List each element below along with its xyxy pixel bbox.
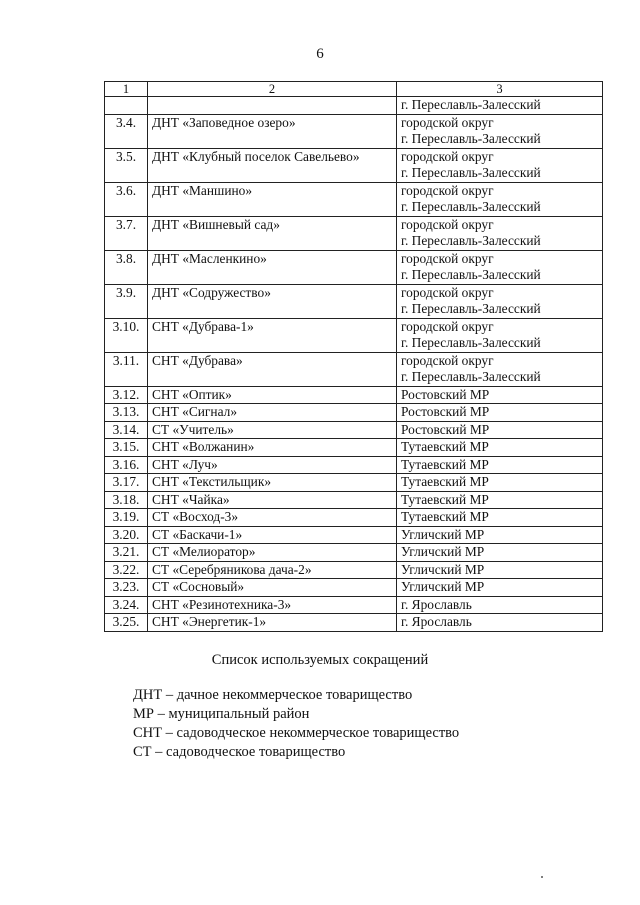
row-number: 3.12. xyxy=(105,386,148,404)
table-header-row xyxy=(105,82,603,97)
table-row xyxy=(105,561,603,579)
row-number: 3.10. xyxy=(105,318,148,352)
table-row xyxy=(105,352,603,386)
location-cell xyxy=(397,250,603,284)
location-line: г. Переславль-Залесский xyxy=(401,165,541,180)
location-cell xyxy=(397,561,603,579)
location-line: г. Переславль-Залесский xyxy=(401,233,541,248)
table-row xyxy=(105,456,603,474)
organization-name: СНТ «Сигнал» xyxy=(148,404,397,422)
row-number: 3.20. xyxy=(105,526,148,544)
table-row xyxy=(105,404,603,422)
location-line: г. Переславль-Залесский xyxy=(401,131,541,146)
column-header-location: 3 xyxy=(397,82,603,97)
organization-name xyxy=(148,97,397,115)
location-line: г. Переславль-Залесский xyxy=(401,335,541,350)
location-line: г. Переславль-Залесский xyxy=(401,301,541,316)
scan-speck xyxy=(541,876,543,878)
row-number: 3.14. xyxy=(105,421,148,439)
location-cell xyxy=(397,421,603,439)
organization-name: СНТ «Текстильщик» xyxy=(148,474,397,492)
location-line: г. Переславль-Залесский xyxy=(401,97,541,112)
registry-table-body xyxy=(105,82,603,632)
row-number: 3.7. xyxy=(105,216,148,250)
row-number: 3.13. xyxy=(105,404,148,422)
location-line: городской округ xyxy=(401,352,494,368)
organization-name: СНТ «Дубрава» xyxy=(148,352,397,386)
organization-name: СТ «Сосновый» xyxy=(148,579,397,597)
location-line: городской округ xyxy=(401,114,494,130)
location-cell xyxy=(397,216,603,250)
organization-name: ДНТ «Вишневый сад» xyxy=(148,216,397,250)
row-number: 3.6. xyxy=(105,182,148,216)
location-line: Тутаевский МР xyxy=(401,474,489,489)
location-cell xyxy=(397,439,603,457)
column-header-name: 2 xyxy=(148,82,397,97)
location-cell xyxy=(397,491,603,509)
location-cell xyxy=(397,284,603,318)
location-cell xyxy=(397,509,603,527)
row-number: 3.9. xyxy=(105,284,148,318)
table-row xyxy=(105,579,603,597)
location-cell xyxy=(397,579,603,597)
row-number: 3.25. xyxy=(105,614,148,632)
table-row xyxy=(105,182,603,216)
row-number: 3.17. xyxy=(105,474,148,492)
location-cell xyxy=(397,474,603,492)
location-cell xyxy=(397,526,603,544)
table-row xyxy=(105,250,603,284)
row-number: 3.16. xyxy=(105,456,148,474)
organization-name: СНТ «Резинотехника-3» xyxy=(148,596,397,614)
location-line: г. Переславль-Залесский xyxy=(401,369,541,384)
row-number: 3.4. xyxy=(105,114,148,148)
table-row xyxy=(105,474,603,492)
table-row xyxy=(105,114,603,148)
location-line: городской округ xyxy=(401,318,494,334)
organization-name: СНТ «Волжанин» xyxy=(148,439,397,457)
location-line: Угличский МР xyxy=(401,526,485,542)
location-line: г. Переславль-Залесский xyxy=(401,199,541,214)
location-line: Угличский МР xyxy=(401,561,485,577)
row-number: 3.22. xyxy=(105,561,148,579)
location-cell xyxy=(397,352,603,386)
location-line: Угличский МР xyxy=(401,579,485,594)
table-row xyxy=(105,596,603,614)
abbreviations-title: Список используемых сокращений xyxy=(211,652,429,668)
location-line: Ростовский МР xyxy=(401,404,490,419)
location-cell xyxy=(397,614,603,632)
location-line: Ростовский МР xyxy=(401,386,490,402)
table-row xyxy=(105,526,603,544)
table-row xyxy=(105,284,603,318)
location-line: городской округ xyxy=(401,148,494,164)
row-number: 3.15. xyxy=(105,439,148,457)
table-row xyxy=(105,439,603,457)
table-row xyxy=(105,386,603,404)
abbreviation-item: СНТ – садоводческое некоммерческое товарищество xyxy=(133,725,460,741)
location-cell xyxy=(397,97,603,115)
location-line: городской округ xyxy=(401,216,494,232)
location-cell xyxy=(397,148,603,182)
organization-name: СНТ «Оптик» xyxy=(148,386,397,404)
location-cell xyxy=(397,182,603,216)
organization-name: ДНТ «Клубный поселок Савельево» xyxy=(148,148,397,182)
location-line: г. Переславль-Залесский xyxy=(401,267,541,282)
organization-name: СТ «Серебряникова дача-2» xyxy=(148,561,397,579)
organization-name: СТ «Баскачи-1» xyxy=(148,526,397,544)
row-number: 3.21. xyxy=(105,544,148,562)
organization-name: ДНТ «Масленкино» xyxy=(148,250,397,284)
row-number: 3.19. xyxy=(105,509,148,527)
location-cell xyxy=(397,404,603,422)
location-cell xyxy=(397,386,603,404)
organization-name: СТ «Восход-3» xyxy=(148,509,397,527)
organization-name: ДНТ «Содружество» xyxy=(148,284,397,318)
organization-name: СТ «Учитель» xyxy=(148,421,397,439)
location-cell xyxy=(397,456,603,474)
location-line: Тутаевский МР xyxy=(401,456,489,472)
column-header-number: 1 xyxy=(105,82,148,97)
registry-table xyxy=(104,81,603,632)
table-row xyxy=(105,614,603,632)
location-line: Ростовский МР xyxy=(401,421,490,437)
location-line: городской округ xyxy=(401,250,494,266)
location-cell xyxy=(397,544,603,562)
row-number: 3.24. xyxy=(105,596,148,614)
organization-name: СНТ «Чайка» xyxy=(148,491,397,509)
location-line: Тутаевский МР xyxy=(401,509,489,524)
table-row xyxy=(105,97,603,115)
table-row xyxy=(105,491,603,509)
organization-name: СНТ «Луч» xyxy=(148,456,397,474)
location-cell xyxy=(397,596,603,614)
location-line: Тутаевский МР xyxy=(401,439,489,454)
location-cell xyxy=(397,114,603,148)
location-cell xyxy=(397,318,603,352)
organization-name: ДНТ «Маншино» xyxy=(148,182,397,216)
table-row xyxy=(105,421,603,439)
location-line: Угличский МР xyxy=(401,544,485,559)
table-row xyxy=(105,216,603,250)
page-number: 6 xyxy=(316,46,324,62)
row-number: 3.18. xyxy=(105,491,148,509)
location-line: городской округ xyxy=(401,284,494,300)
location-line: городской округ xyxy=(401,182,494,198)
table-row xyxy=(105,509,603,527)
location-line: г. Ярославль xyxy=(401,596,472,612)
organization-name: СНТ «Дубрава-1» xyxy=(148,318,397,352)
row-number: 3.8. xyxy=(105,250,148,284)
organization-name: СНТ «Энергетик-1» xyxy=(148,614,397,632)
abbreviations-list xyxy=(133,686,459,762)
table-row xyxy=(105,544,603,562)
table-row xyxy=(105,148,603,182)
row-number: 3.5. xyxy=(105,148,148,182)
location-line: г. Ярославль xyxy=(401,614,472,629)
organization-name: СТ «Мелиоратор» xyxy=(148,544,397,562)
location-line: Тутаевский МР xyxy=(401,491,489,507)
row-number: 3.11. xyxy=(105,352,148,386)
row-number xyxy=(105,97,148,115)
organization-name: ДНТ «Заповедное озеро» xyxy=(148,114,397,148)
abbreviation-item: СТ – садоводческое товарищество xyxy=(133,744,346,760)
abbreviation-item: ДНТ – дачное некоммерческое товарищество xyxy=(133,687,413,703)
table-row xyxy=(105,318,603,352)
row-number: 3.23. xyxy=(105,579,148,597)
abbreviation-item: МР – муниципальный район xyxy=(133,706,310,722)
